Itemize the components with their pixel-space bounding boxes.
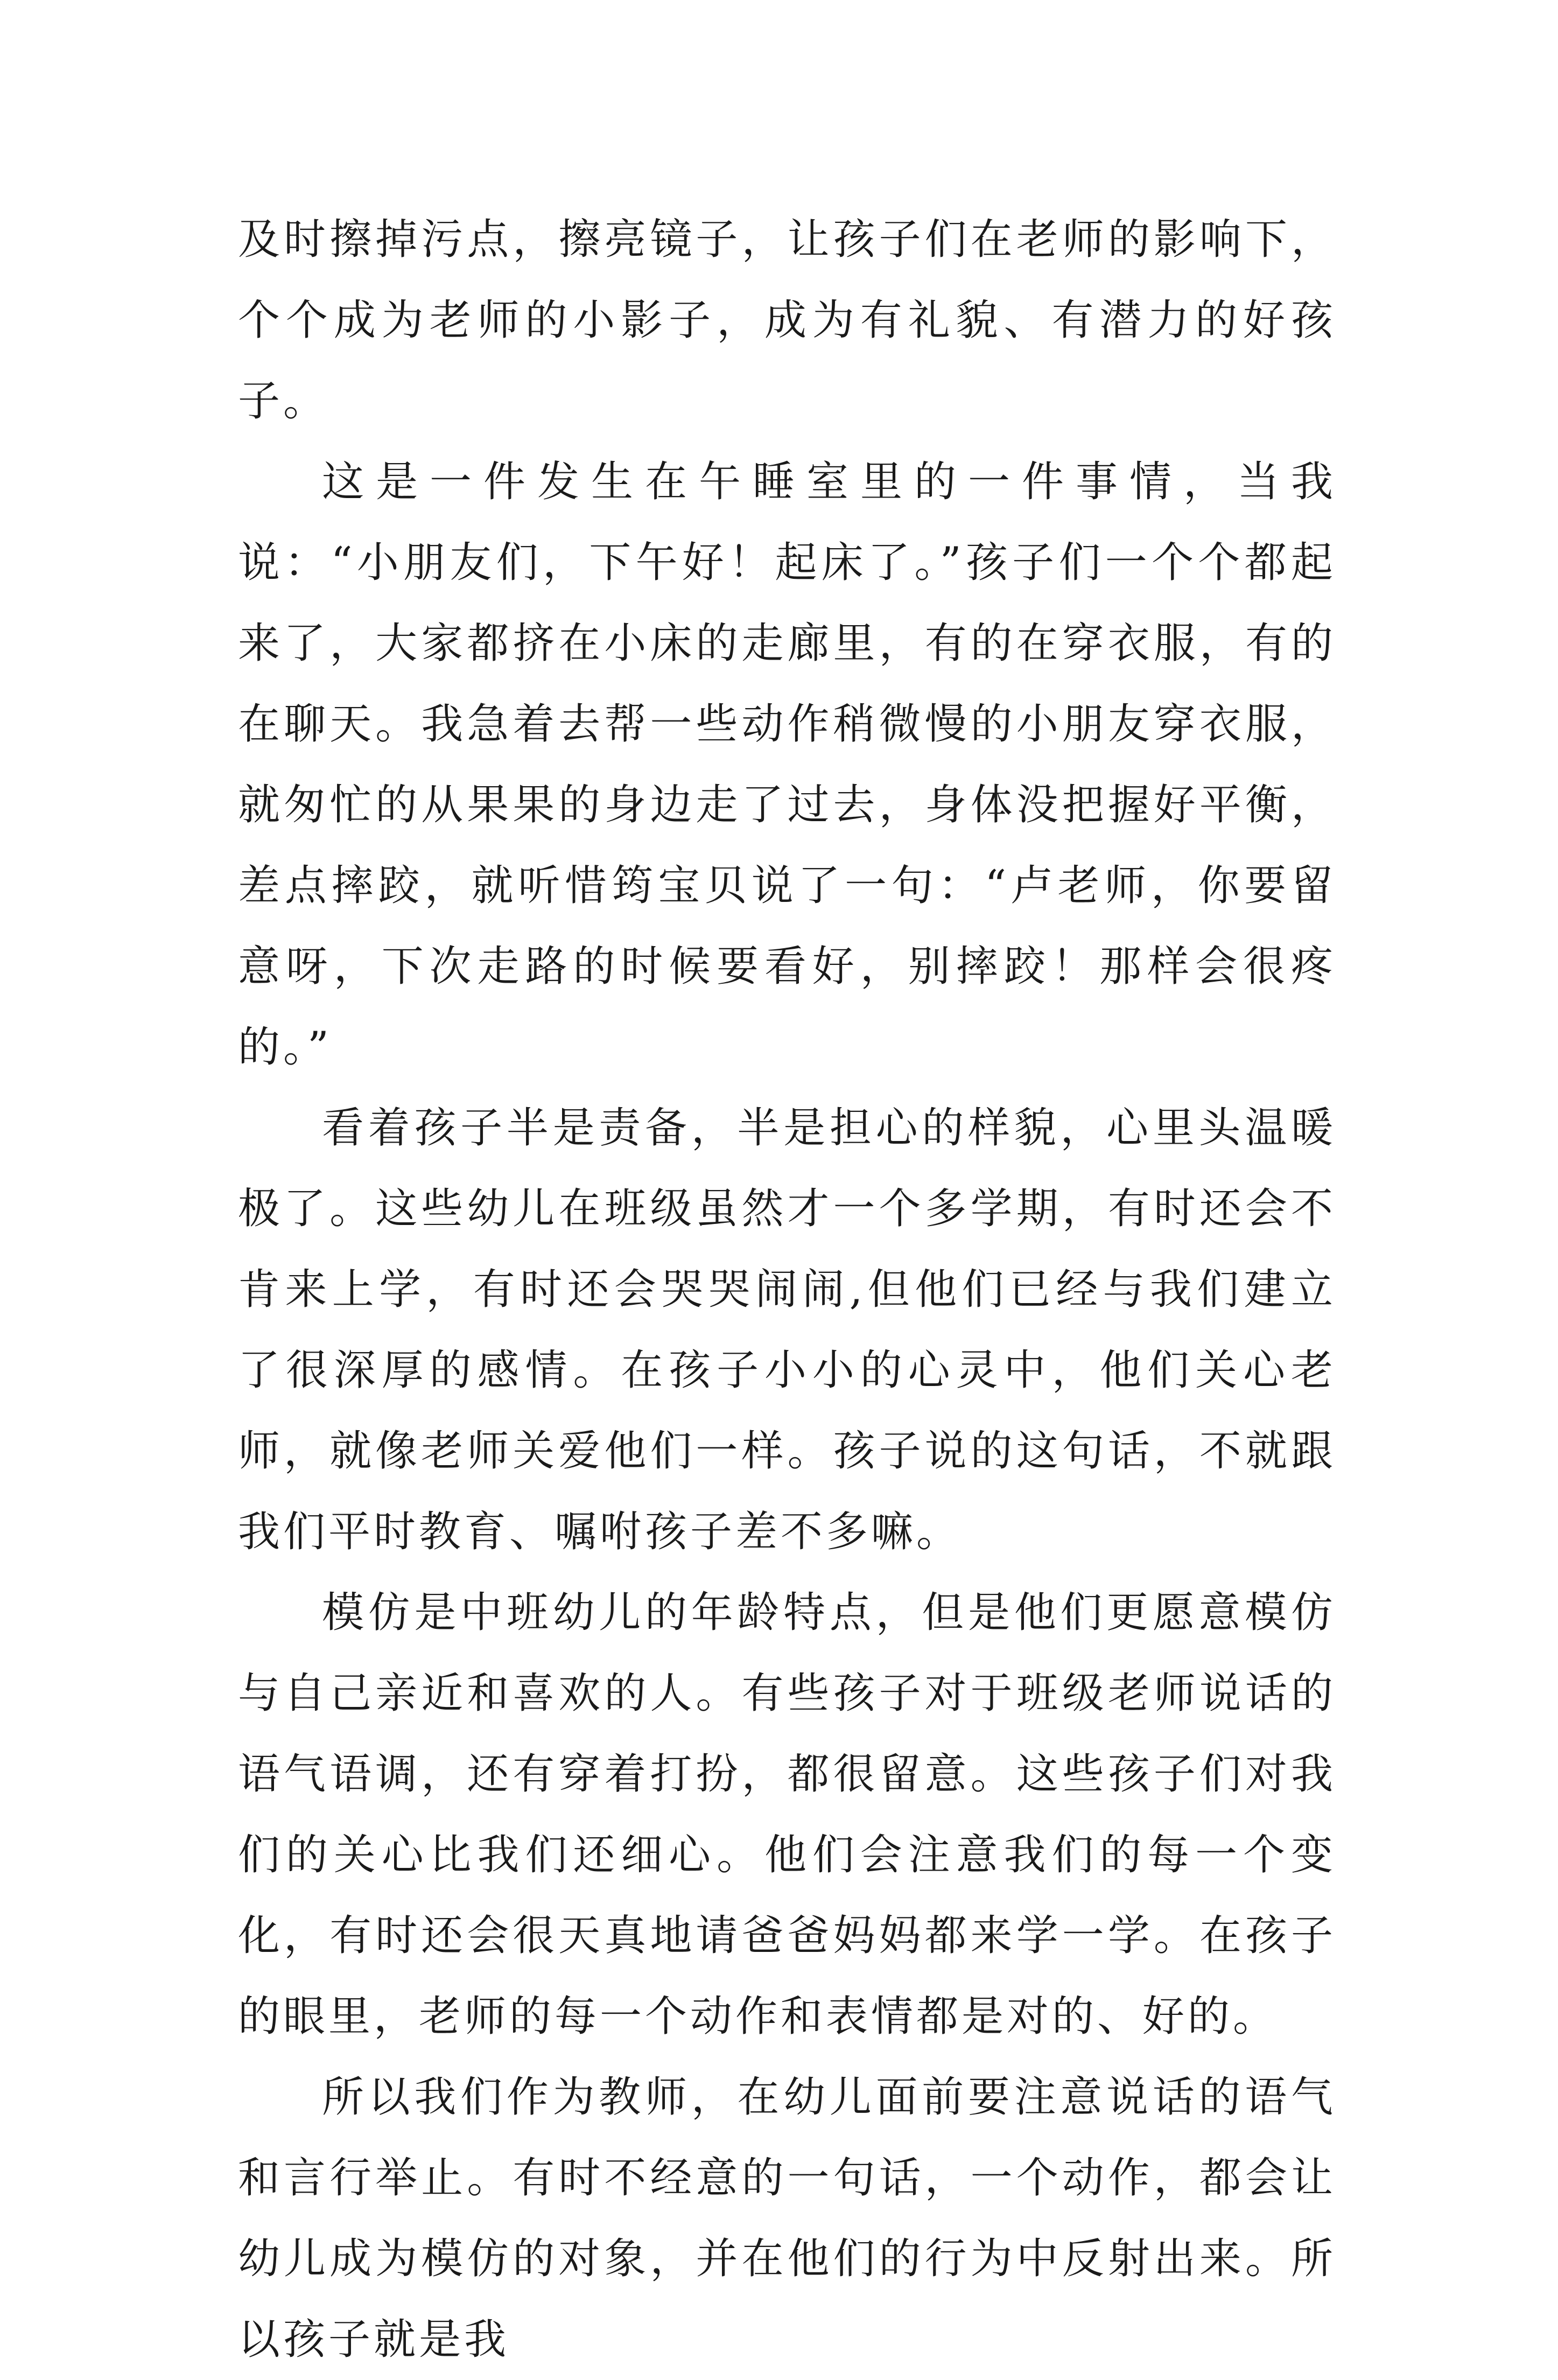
paragraph-1: 及时擦掉污点，擦亮镜子，让孩子们在老师的影响下，个个成为老师的小影子，成为有礼貌、有潜力的好孩子。 (238, 215, 1336, 425)
paragraph-3: 看着孩子半是责备，半是担心的样貌，心里头温暖极了。这些幼儿在班级虽然才一个多学期，有时还会不肯来上学，有时还会哭哭闹闹,但他们已经与我们建立了很深厚的感情。在孩子小小的心灵中，他们关心老师，就像老师关爱他们一样。孩子说的这句话，不就跟我们平时教育、嘱咐孩子差不多嘛。 (238, 1104, 1336, 1556)
paragraph-5: 所以我们作为教师，在幼儿面前要注意说话的语气和言行举止。有时不经意的一句话，一个动作，都会让幼儿成为模仿的对象，并在他们的行为中反射出来。所以孩子就是我 (238, 2073, 1336, 2364)
body-text (238, 199, 1336, 2380)
paragraph-4: 模仿是中班幼儿的年龄特点，但是他们更愿意模仿与自己亲近和喜欢的人。有些孩子对于班级老师说话的语气语调，还有穿着打扮，都很留意。这些孩子们对我们的关心比我们还细心。他们会注意我们的每一个变化，有时还会很天真地请爸爸妈妈都来学一学。在孩子的眼里，老师的每一个动作和表情都是对的、好的。 (238, 1588, 1336, 2041)
paragraph-2: 这是一件发生在午睡室里的一件事情，当我说：“小朋友们，下午好！起床了。”孩子们一个个都起来了，大家都挤在小床的走廊里，有的在穿衣服，有的在聊天。我急着去帮一些动作稍微慢的小朋友穿衣服，就匆忙的从果果的身边走了过去，身体没把握好平衡，差点摔跤，就听惜筠宝贝说了一句：“卢老师，你要留意呀，下次走路的时候要看好，别摔跤！那样会很疼的。” (238, 458, 1336, 1072)
